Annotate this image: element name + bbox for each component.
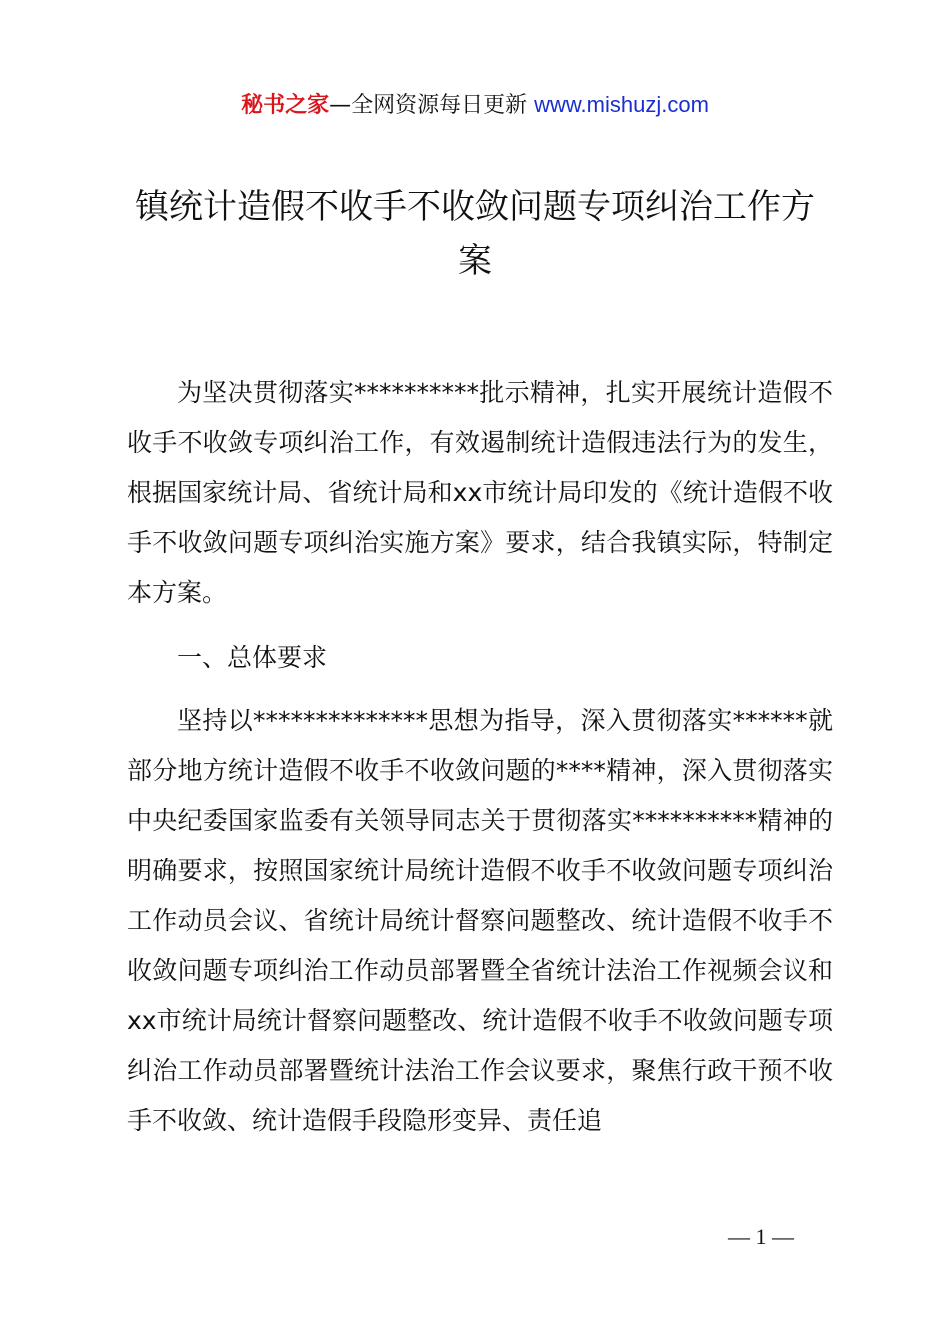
- body-paragraph: 坚持以**************思想为指导，深入贯彻落实******就部分地方统计造假不收手不收敛问题的****精神，深入贯彻落实中央纪委国家监委有关领导同志关于贯彻落实**********精神的明确要求，按照国家统计局统计造假不收手不收敛问题专项纠治工作动员会议、省统计局统计督察问题整改、统计造假不收手不收敛问题专项纠治工作动员部署暨全省统计法治工作视频会议和xx市统计局统计督察问题整改、统计造假不收手不收敛问题专项纠治工作动员部署暨统计法治工作会议要求，聚焦行政干预不收手不收敛、统计造假手段隐形变异、责任追: [127, 706, 833, 1135]
- section-heading: 一、总体要求: [177, 643, 328, 672]
- site-url[interactable]: www.mishuzj.com: [534, 92, 709, 117]
- brand-name: 秘书之家: [241, 93, 330, 118]
- intro-paragraph: 为坚决贯彻落实**********批示精神，扎实开展统计造假不收手不收敛专项纠治工作，有效遏制统计造假违法行为的发生，根据国家统计局、省统计局和xx市统计局印发的《统计造假不收手不收敛问题专项纠治实施方案》要求，结合我镇实际，特制定本方案。: [127, 378, 833, 607]
- document-body: [127, 368, 833, 1146]
- site-header: [0, 88, 950, 123]
- document-title: 镇统计造假不收手不收敛问题专项纠治工作方案: [135, 187, 815, 281]
- site-slogan: —全网资源每日更新: [329, 93, 535, 118]
- page-number: — 1 —: [728, 1224, 794, 1249]
